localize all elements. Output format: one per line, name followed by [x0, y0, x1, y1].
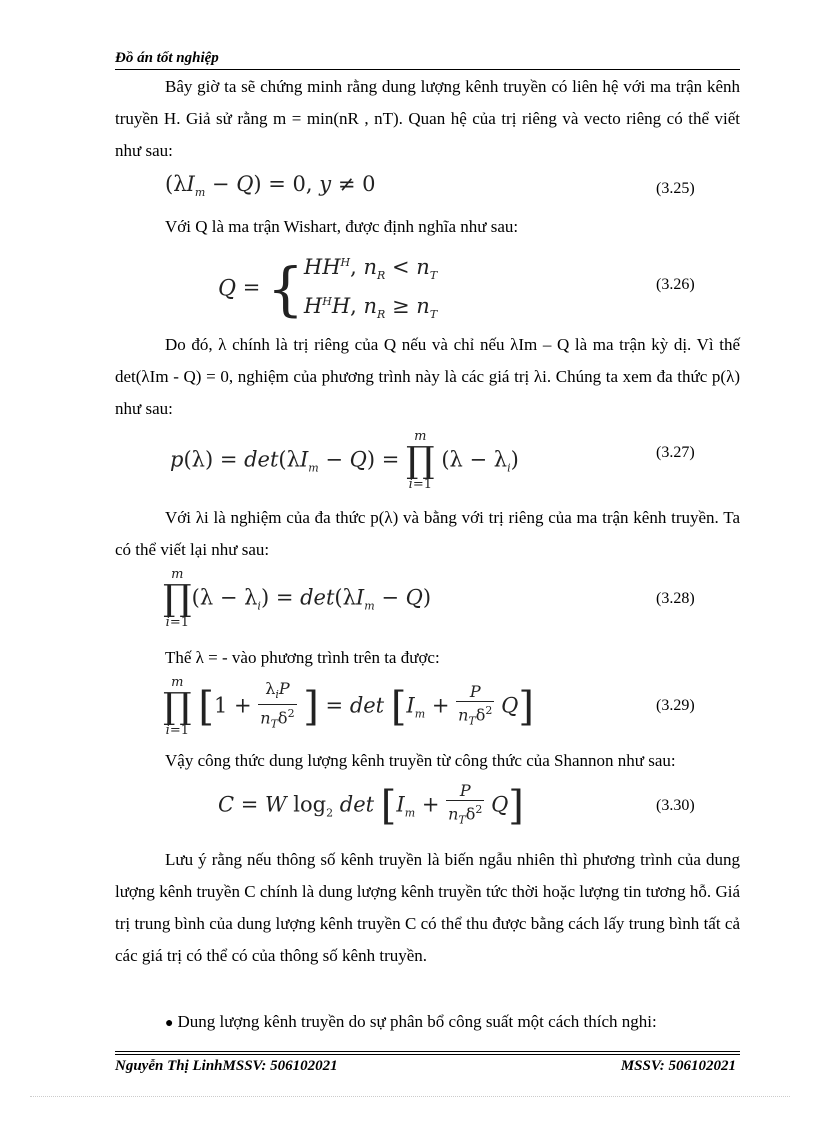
paragraph-1: Bây giờ ta sẽ chứng minh rằng dung lượng kênh truyền có liên hệ với ma trận kênh truyền H. Giả sử rằng m = min(nR , nT). Quan hệ của trị riêng và vecto riêng có thể viết như sau: [115, 77, 740, 160]
footer-student-id: MSSV: 506102021 [620, 1058, 736, 1074]
equation-number-3-30: (3.30) [656, 797, 695, 814]
footer-divider-top [115, 1051, 740, 1052]
equation-3-27: $p(\lambda) = \det(\lambda I_m - Q) = m$ ∏ i=1 $(\lambda - \lambda_i)$ [170, 429, 519, 492]
paragraph-7: Lưu ý rằng nếu thông số kênh truyền là biến ngẫu nhiên thì phương trình của dung lượng kênh truyền C chính là dung lượng kênh truyền tức thời hoặc lượng tin tương hỗ. Giá trị trung bình của dung lượng kênh truyền C có thể thu được bằng cách lấy trung bình tất cả các giá trị có thể có của thông số kênh truyền. [115, 850, 740, 965]
paragraph-4: Với λi là nghiệm của đa thức p(λ) và bằng với trị riêng của ma trận kênh truyền. Ta có thể viết lại như sau: [115, 508, 740, 559]
equation-3-26: $Q = \{HH^H$, $n_R < n_T$ $H^HH$, $n_R \ge n_T$ [218, 255, 438, 324]
paragraph-3: Do đó, λ chính là trị riêng của Q nếu và chỉ nếu λIm – Q là ma trận kỳ dị. Vì thế det(λIm - Q) = 0, nghiệm của phương trình này là các giá trị λi. Chúng ta xem đa thức p(λ) như sau: [115, 335, 740, 418]
equation-number-3-25: (3.25) [656, 180, 695, 197]
equation-3-25: $(\lambda I_m - Q) = 0$, y ≠ 0 [165, 172, 376, 200]
equation-number-3-27: (3.27) [656, 444, 695, 461]
paragraph-5: Thế λ = - vào phương trình trên ta được: [165, 648, 440, 667]
equation-number-3-28: (3.28) [656, 590, 695, 607]
paragraph-6: Vậy công thức dung lượng kênh truyền từ công thức của Shannon như sau: [165, 751, 676, 770]
bullet-item [115, 1006, 740, 1040]
paragraph-2: Với Q là ma trận Wishart, được định nghĩa như sau: [165, 217, 519, 236]
equation-number-3-29: (3.29) [656, 697, 695, 714]
page-edge-dots [30, 1096, 790, 1097]
equation-3-30: C = W $\log_2 \det [I_m$ + $\frac{P}{n_T\delta^2}$ Q] [218, 781, 524, 829]
equation-3-29: m ∏ i=1 [1 + $\frac{\lambda_iP}{n_T\delta^2}$ ] = $\det [I_m$ + $\frac{P}{n_T\delta^2}$ Q] [163, 675, 534, 738]
bullet-icon: ● [165, 1016, 174, 1031]
equation-number-3-26: (3.26) [656, 276, 695, 293]
footer-author: Nguyễn Thị LinhMSSV: 506102021 [115, 1058, 338, 1074]
equation-3-28: m ∏ $i=1(\lambda - \lambda_i) = \det(\lambda I_m - Q)$ [163, 567, 432, 630]
bullet-text: Dung lượng kênh truyền do sự phân bổ công suất một cách thích nghi: [177, 1012, 657, 1031]
header-divider [115, 69, 740, 70]
page-header: Đồ án tốt nghiệp [115, 50, 219, 66]
footer-divider-bottom [115, 1054, 740, 1055]
